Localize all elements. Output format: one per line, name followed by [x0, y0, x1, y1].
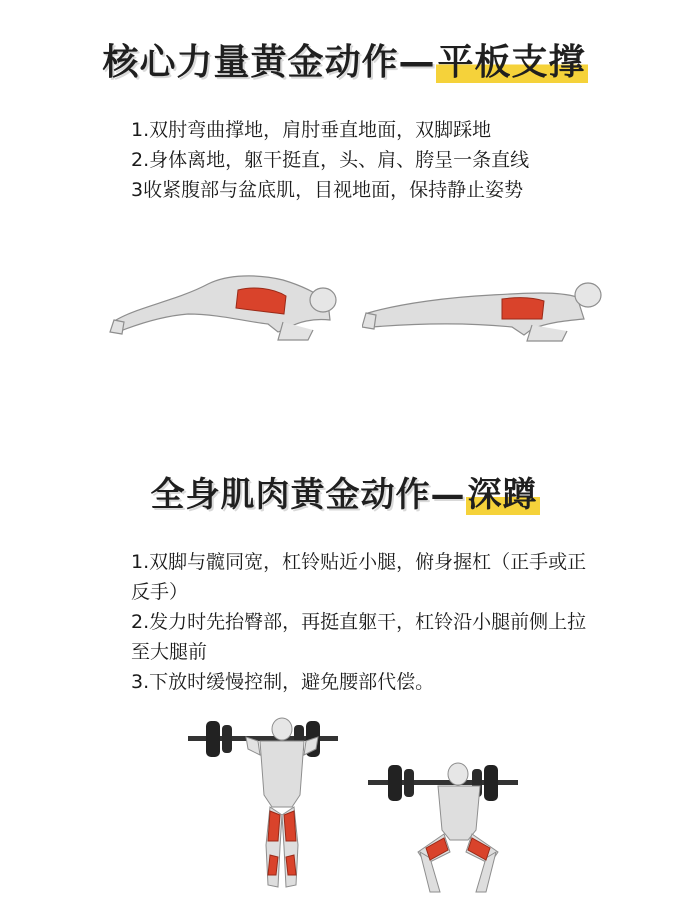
plank-title-main: 核心力量黄金动作—: [102, 42, 436, 83]
plank-step-2: 2.身体离地，躯干挺直，头、肩、胯呈一条直线: [131, 149, 530, 171]
squat-step-2: 2.发力时先抬臀部，再挺直躯干，杠铃沿小腿前侧上拉至大腿前: [131, 611, 587, 663]
squat-figure-standing: [188, 715, 338, 895]
plank-steps-list: [131, 115, 529, 205]
plank-section-title: [0, 34, 690, 85]
head-shape: [448, 763, 468, 785]
head-shape: [272, 718, 292, 740]
calf-highlight: [286, 855, 296, 875]
head-shape: [310, 288, 336, 312]
plank-body-right: [362, 283, 601, 341]
forearm-shape: [527, 325, 567, 341]
squat-title-main: 全身肌肉黄金动作—: [150, 475, 466, 515]
quad-highlight: [284, 811, 296, 841]
squat-step-3: 3.下放时缓慢控制，避免腰部代偿。: [131, 671, 435, 693]
quad-highlight: [268, 811, 280, 841]
plank-body-left: [110, 276, 336, 340]
foot-shape: [110, 320, 124, 334]
calf-highlight: [268, 855, 278, 875]
squat-steps-list: [131, 547, 591, 697]
plank-figure-right: [362, 275, 607, 347]
head-shape: [575, 283, 601, 307]
body-standing: [246, 718, 318, 887]
plank-figure-left: [108, 262, 348, 347]
plank-step-1: 1.双肘弯曲撑地，肩肘垂直地面，双脚踩地: [131, 119, 492, 141]
plank-step-3: 3收紧腹部与盆底肌，目视地面，保持静止姿势: [131, 179, 524, 201]
foot-shape: [362, 313, 376, 329]
squat-step-1: 1.双脚与髋同宽，杠铃贴近小腿，俯身握杠（正手或正反手）: [131, 551, 587, 603]
squat-section-title: [0, 467, 690, 516]
squat-title-highlight: 深蹲: [467, 475, 538, 515]
plank-title-highlight: 平板支撑: [437, 42, 586, 83]
squat-figure-deep: [368, 760, 518, 900]
abs-highlight: [502, 298, 544, 319]
